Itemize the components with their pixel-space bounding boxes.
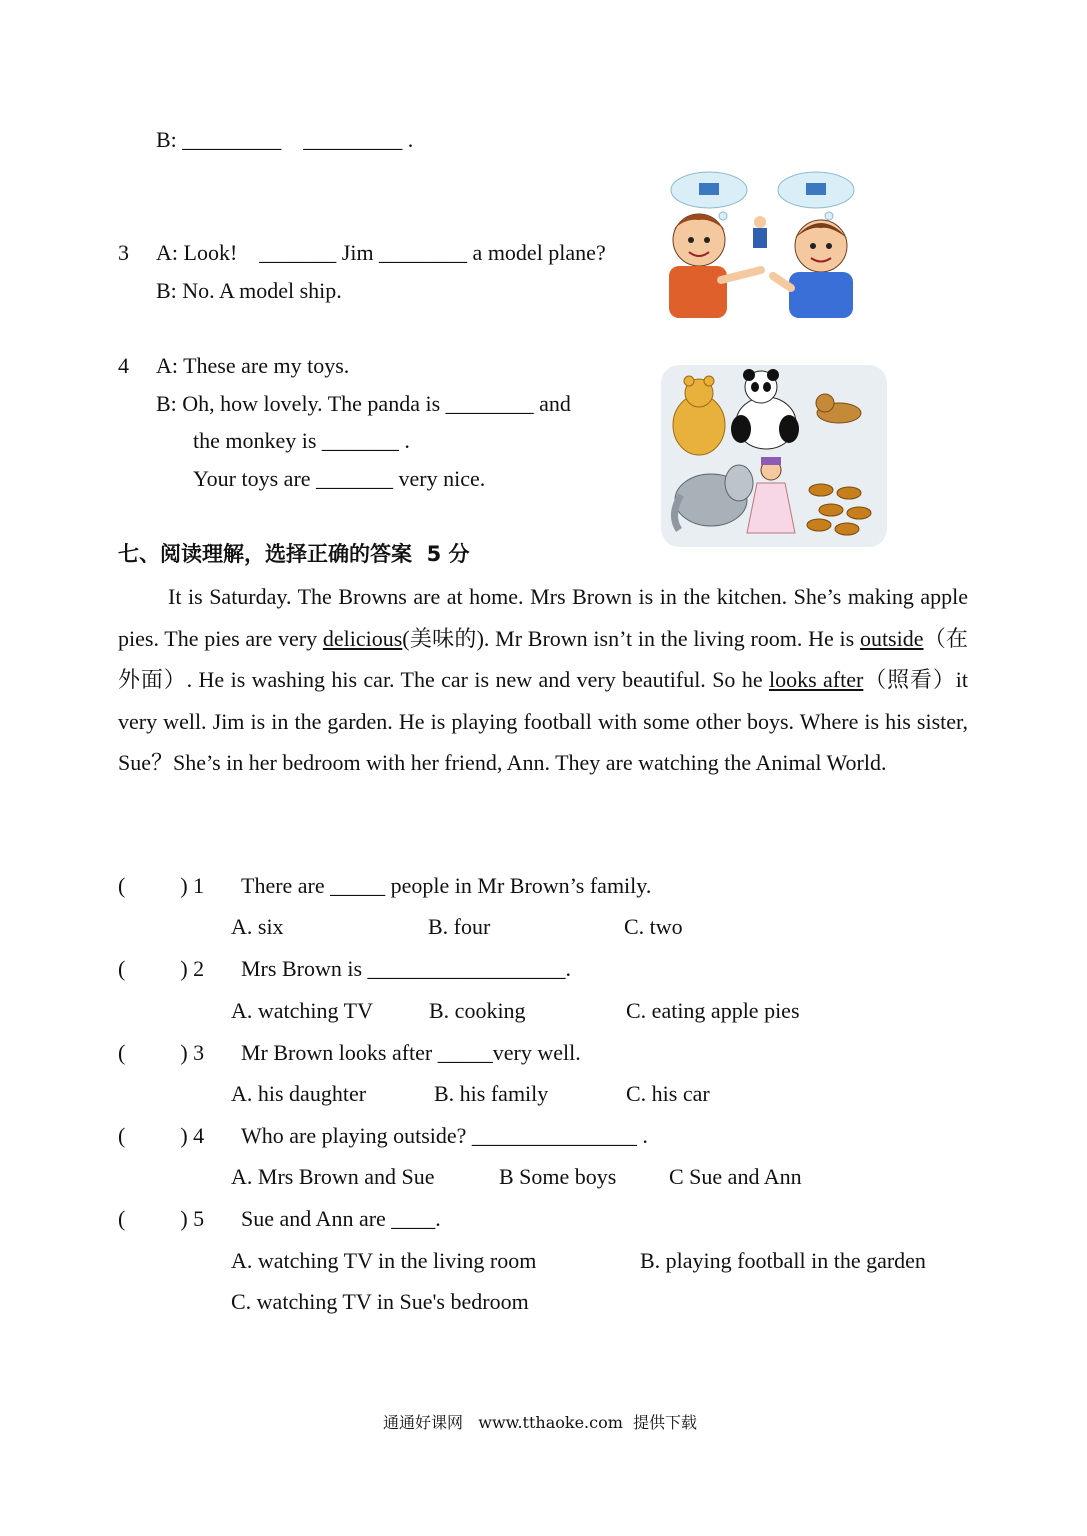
answer-blank-1[interactable]: ( ) 1	[118, 873, 205, 898]
question-4-stem: Who are playing outside? _______________ .	[241, 1123, 648, 1148]
section-7-heading: 七、阅读理解，选择正确的答案 5 分	[118, 542, 470, 566]
question-4-number: 4	[118, 353, 129, 378]
question-2-stem: Mrs Brown is __________________.	[241, 956, 572, 981]
question-1-option-c: C. two	[624, 914, 683, 939]
question-3-line-a: A: Look! _______ Jim ________ a model plane?	[156, 240, 606, 265]
reading-passage	[118, 576, 968, 784]
answer-blank-2[interactable]: ( ) 2	[118, 956, 205, 981]
passage-underline-delicious: delicious	[322, 625, 403, 651]
question-4-line-b3: Your toys are _______ very nice.	[193, 466, 486, 491]
question-4-option-a: A. Mrs Brown and Sue	[231, 1164, 435, 1189]
passage-text-4: （照看）it very well. Jim is in the garden. He is playing football with some other boys. Where is his sister, Sue？She’s in her bedroom with her friend, Ann. They are watching the Animal World.	[118, 667, 968, 776]
answer-blank-3[interactable]: ( ) 3	[118, 1040, 205, 1065]
question-3-number: 3	[118, 240, 129, 265]
passage-text-1: It is Saturday. The Browns are at home. Mrs Brown is in the kitchen. She’s making apple pies. The pies are very	[118, 584, 968, 651]
question-3-line-b: B: No. A model ship.	[156, 278, 342, 303]
question-3-option-b: B. his family	[434, 1081, 549, 1106]
question-5-option-b: B. playing football in the garden	[640, 1248, 926, 1273]
passage-underline-outside: outside	[859, 625, 924, 651]
footer-source: 通通好课网 www.tthaoke.com 提供下载	[383, 1413, 698, 1432]
kids-model-plane-illustration	[661, 168, 868, 318]
toys-illustration	[661, 365, 887, 547]
question-2-option-b: B. cooking	[429, 998, 526, 1023]
answer-blank-5[interactable]: ( ) 5	[118, 1206, 205, 1231]
passage-text-3: （在外面）. He is washing his car. The car is new and very beautiful. So he	[118, 625, 968, 693]
question-2-option-c: C. eating apple pies	[626, 998, 800, 1023]
question-2-option-a: A. watching TV	[231, 998, 373, 1023]
passage-underline-looks-after: looks after	[768, 667, 864, 693]
question-4-option-c: C Sue and Ann	[669, 1164, 802, 1189]
answer-blank-4[interactable]: ( ) 4	[118, 1123, 205, 1148]
question-4-line-b2: the monkey is _______ .	[193, 428, 410, 453]
question-4-line-b1: B: Oh, how lovely. The panda is ________ and	[156, 391, 571, 416]
question-3-option-a: A. his daughter	[231, 1081, 367, 1106]
question-1-option-b: B. four	[428, 914, 491, 939]
question-1-stem: There are _____ people in Mr Brown’s family.	[241, 873, 652, 898]
question-5-option-a: A. watching TV in the living room	[231, 1248, 537, 1273]
q2-answer-line-b: B: _________ _________ .	[156, 127, 414, 152]
question-5-option-c: C. watching TV in Sue's bedroom	[231, 1289, 529, 1314]
passage-text-2: (美味的). Mr Brown isn’t in the living room. He is	[402, 625, 860, 651]
question-4-option-b: B Some boys	[499, 1164, 617, 1189]
question-3-option-c: C. his car	[626, 1081, 710, 1106]
question-4-line-a: A: These are my toys.	[156, 353, 350, 378]
question-1-option-a: A. six	[231, 914, 284, 939]
question-5-stem: Sue and Ann are ____.	[241, 1206, 441, 1231]
question-3-stem: Mr Brown looks after _____very well.	[241, 1040, 581, 1065]
